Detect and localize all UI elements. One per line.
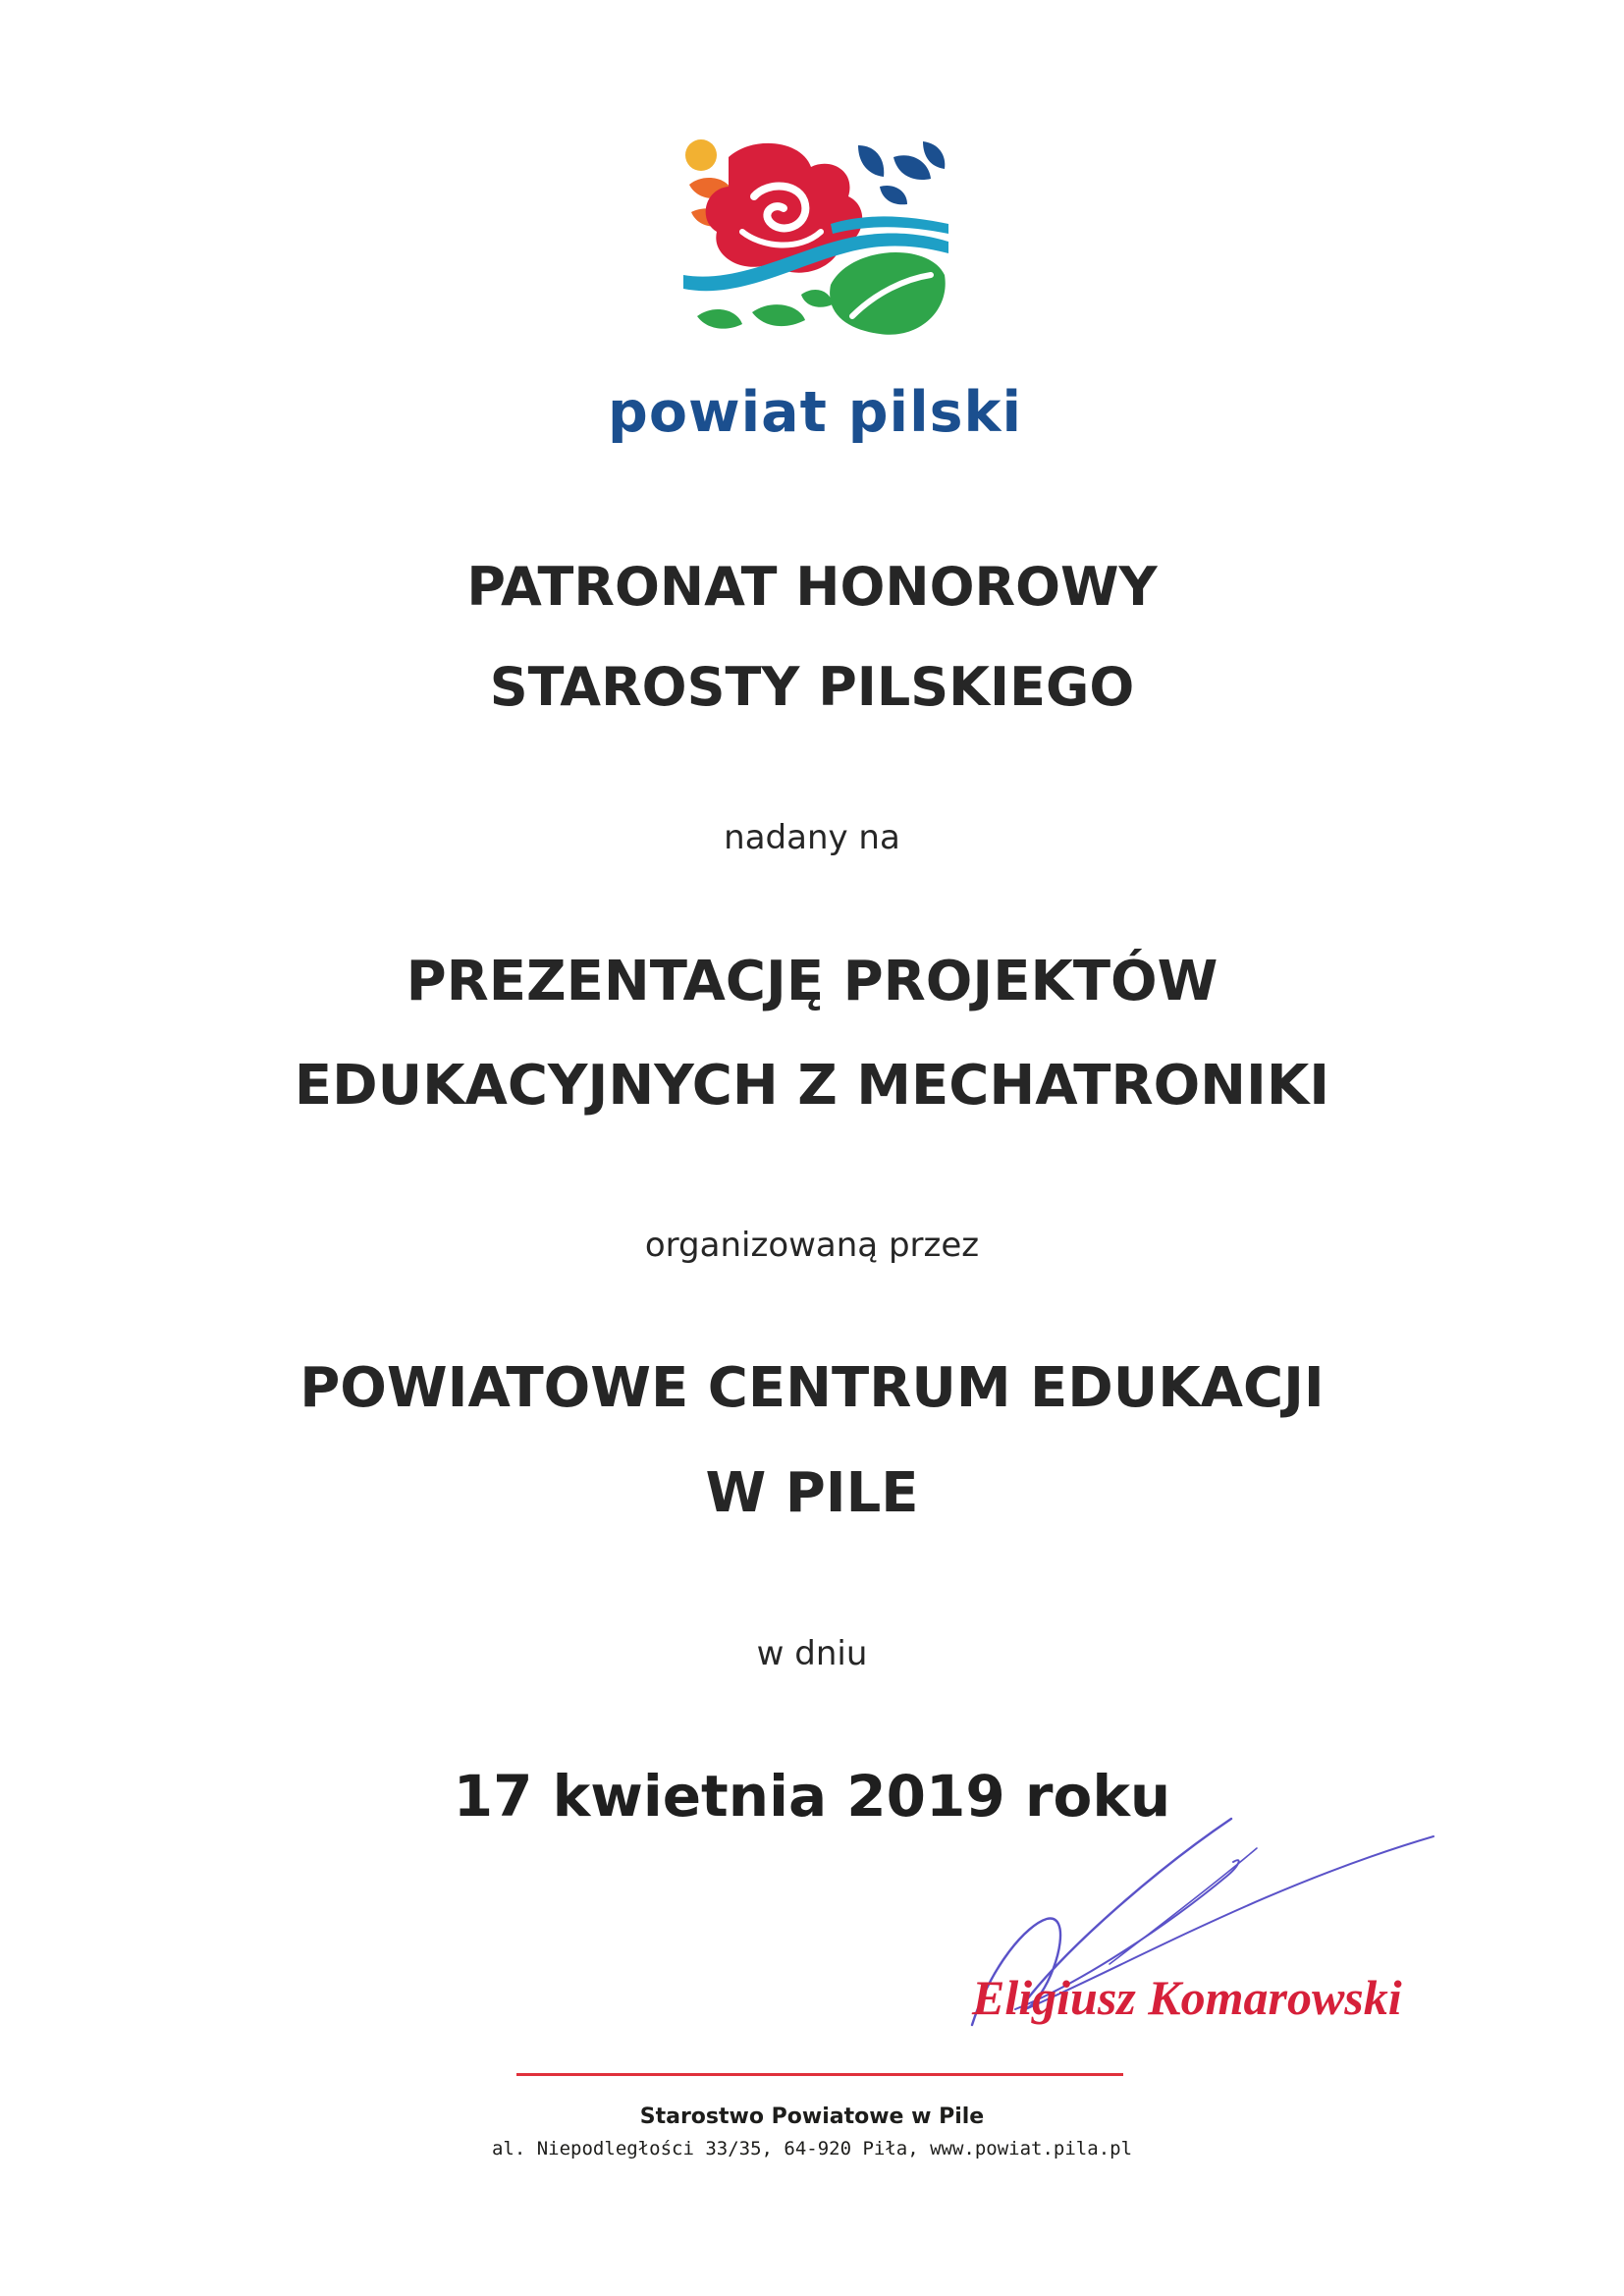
powiat-pilski-logo-icon [683,137,948,344]
logo-navy-leaf-3 [923,141,945,169]
logo-navy-leaf [858,145,884,177]
logo-green-leaf-3 [752,304,805,326]
connector-text-granted-for: nadany na [724,818,900,857]
footer-office-name: Starostwo Powiatowe w Pile [639,2105,985,2129]
connector-text-organized-by: organizowaną przez [644,1226,980,1265]
event-name-line-1: PREZENTACJĘ PROJEKTÓW [406,950,1218,1013]
connector-text-on-day: w dniu [756,1634,868,1673]
event-name-line-2: EDUKACYJNYCH Z MECHATRONIKI [294,1054,1330,1118]
certificate-title-line-1: PATRONAT HONOROWY [466,556,1158,618]
logo-green-leaf-4 [801,290,833,307]
logo-wordmark: powiat pilski [608,380,1022,445]
event-date: 17 kwietnia 2019 roku [453,1763,1171,1830]
logo-navy-leaf-2 [893,155,931,180]
organizer-name-line-2: W PILE [705,1461,919,1525]
logo-green-leaf [830,252,946,335]
footer-address: al. Niepodległości 33/35, 64-920 Piła, www.powiat.pila.pl [491,2138,1133,2159]
certificate-title-line-2: STAROSTY PILSKIEGO [489,656,1135,718]
signature-stroke-4 [1110,1848,1257,1964]
signer-name: Eligiusz Komarowski [972,1970,1402,2025]
logo-green-leaf-2 [697,309,742,329]
logo-navy-leaf-4 [880,186,907,204]
logo-yellow-dot [685,139,717,171]
footer-divider [516,2073,1123,2076]
organizer-name-line-1: POWIATOWE CENTRUM EDUKACJI [299,1356,1325,1420]
